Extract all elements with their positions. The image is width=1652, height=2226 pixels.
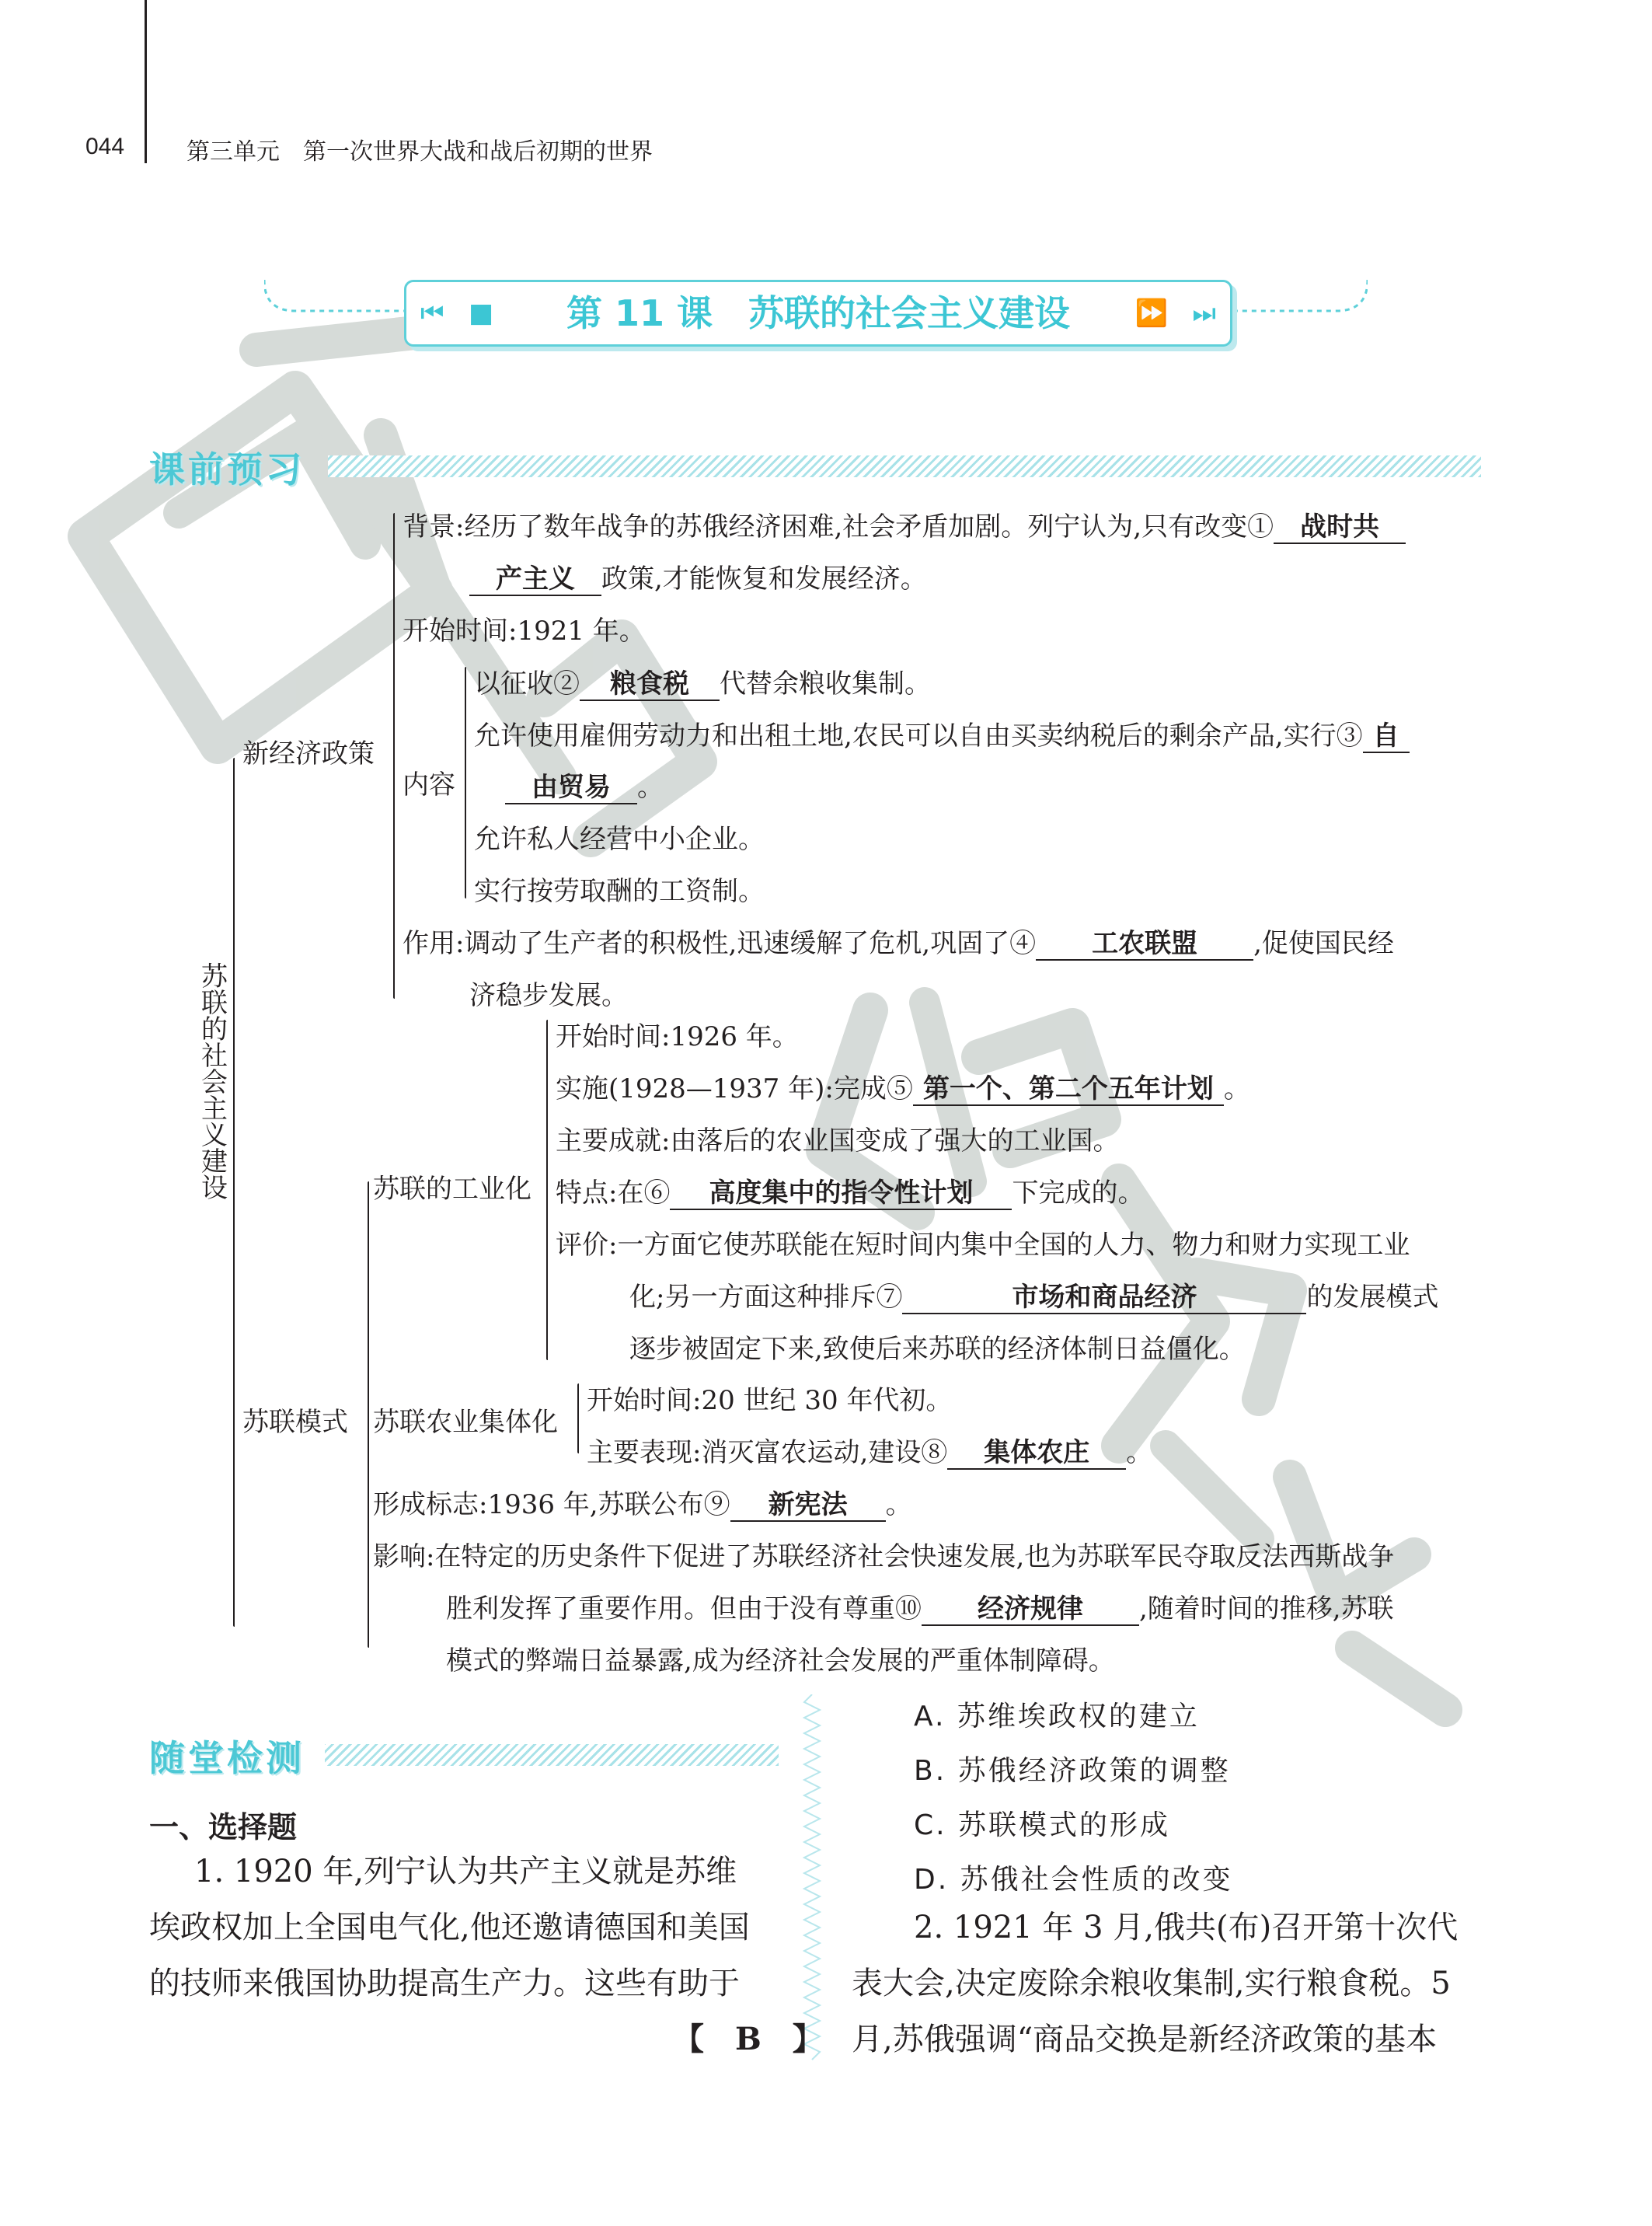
industry-label: 苏联的工业化 <box>373 1174 531 1205</box>
nep-effect-cont: 济稳步发展。 <box>469 980 628 1011</box>
industry-feature-text: 特点:在⑥ <box>556 1178 671 1209</box>
q1-option-a: A. 苏维埃政权的建立 <box>914 1701 1200 1732</box>
agri-main-text-2: 。 <box>1126 1437 1153 1468</box>
model-impact-text: 胜利发挥了重要作用。但由于没有尊重⑩ <box>446 1593 922 1624</box>
industry-implementation <box>556 1073 1250 1106</box>
header-divider <box>145 0 147 163</box>
q1-line-1: 1. 1920 年,列宁认为共产主义就是苏维 <box>194 1854 737 1889</box>
agri-start: 开始时间:20 世纪 30 年代初。 <box>587 1385 953 1416</box>
bracket-root <box>233 758 235 1627</box>
bracket-nep <box>393 513 395 999</box>
answer-1-part2: 产主义 <box>469 563 601 596</box>
q1-option-b: B. 苏俄经济政策的调整 <box>914 1755 1231 1787</box>
model-impact-end: 模式的弊端日益暴露,成为经济社会发展的严重体制障碍。 <box>446 1645 1115 1676</box>
page-number: 044 <box>85 134 125 159</box>
skip-back-icon: ⏮ <box>420 298 444 329</box>
industry-feature-text-2: 下完成的。 <box>1012 1178 1145 1209</box>
nep-content-1-text: 以征收② <box>474 668 580 700</box>
industry-implementation-text-2: 。 <box>1223 1073 1250 1104</box>
nep-content-1 <box>474 668 931 701</box>
nep-background-text: 背景:经历了数年战争的苏俄经济困难,社会矛盾加剧。列宁认为,只有改变① <box>403 511 1274 543</box>
nep-content-2-text-2: 。 <box>637 772 664 803</box>
industry-evaluation: 评价:一方面它使苏联能在短时间内集中全国的人力、物力和财力实现工业 <box>556 1230 1410 1261</box>
q2-line-1: 2. 1921 年 3 月,俄共(布)召开第十次代 <box>914 1910 1459 1945</box>
nep-content-2 <box>474 720 1410 753</box>
section-hatch-quiz <box>325 1744 779 1766</box>
industry-evaluation-text-2: 的发展模式 <box>1306 1282 1439 1313</box>
bracket-model <box>368 1181 369 1648</box>
lesson-banner <box>404 280 1232 347</box>
section-title-preview: 课前预习 <box>149 448 305 490</box>
unit-title: 第三单元 第一次世界大战和战后初期的世界 <box>186 138 653 166</box>
q1-answer: 【 B 】 <box>673 2021 824 2057</box>
nep-background-text-2: 政策,才能恢复和发展经济。 <box>601 563 927 595</box>
model-sign-text-2: 。 <box>885 1489 912 1520</box>
answer-6: 高度集中的指令性计划 <box>670 1178 1012 1210</box>
answer-3-part2: 由贸易 <box>505 772 637 804</box>
industry-feature <box>556 1178 1144 1210</box>
q1-line-2: 埃政权加上全国电气化,他还邀请德国和美国 <box>149 1910 750 1945</box>
nep-content-2-text: 允许使用雇佣劳动力和出租土地,农民可以自由买卖纳税后的剩余产品,实行③ <box>474 720 1363 752</box>
answer-1-part1: 战时共 <box>1274 511 1406 544</box>
model-impact-text-2: ,随着时间的推移,苏联 <box>1139 1593 1394 1624</box>
model-sign <box>373 1489 912 1522</box>
model-label: 苏联模式 <box>242 1407 348 1438</box>
q1-line-3: 的技师来俄国协助提高生产力。这些有助于 <box>149 1966 740 2001</box>
industry-implementation-text: 实施(1928—1937 年):完成⑤ <box>556 1073 913 1104</box>
agri-label: 苏联农业集体化 <box>373 1407 558 1438</box>
nep-content-label: 内容 <box>403 769 455 801</box>
industry-evaluation-text: 化;另一方面这种排斥⑦ <box>629 1282 903 1313</box>
nep-content-1-text-2: 代替余粮收集制。 <box>720 668 931 700</box>
q1-option-c: C. 苏联模式的形成 <box>914 1809 1171 1841</box>
industry-start: 开始时间:1926 年。 <box>556 1021 799 1052</box>
forward-icon: ⏩ <box>1134 298 1168 329</box>
answer-8: 集体农庄 <box>947 1437 1126 1470</box>
tree-root-label: 苏联的社会主义建设 <box>201 961 228 1204</box>
bracket-nep-content <box>465 667 466 898</box>
agri-main-text: 主要表现:消灭富农运动,建设⑧ <box>587 1437 948 1468</box>
section-hatch-preview <box>328 455 1481 477</box>
bracket-agri <box>577 1383 579 1453</box>
answer-3-part1: 自 <box>1363 720 1410 753</box>
answer-10: 经济规律 <box>922 1593 1139 1626</box>
industry-evaluation-end: 逐步被固定下来,致使后来苏联的经济体制日益僵化。 <box>629 1334 1246 1365</box>
nep-background-cont <box>469 563 927 596</box>
answer-4: 工农联盟 <box>1036 928 1253 961</box>
lesson-title: 第 11 课 苏联的社会主义建设 <box>566 292 1071 334</box>
answer-2: 粮食税 <box>580 668 720 701</box>
model-impact: 影响:在特定的历史条件下促进了苏联经济社会快速发展,也为苏联军民夺取反法西斯战争 <box>373 1541 1395 1572</box>
q2-line-2: 表大会,决定废除余粮收集制,实行粮食税。5 <box>852 1966 1451 2001</box>
nep-start: 开始时间:1921 年。 <box>403 616 646 647</box>
answer-5: 第一个、第二个五年计划 <box>913 1073 1224 1106</box>
skip-forward-icon: ⏭ <box>1192 298 1216 329</box>
agri-main <box>587 1437 1152 1470</box>
square-icon: ■ <box>469 298 494 329</box>
q2-line-3: 月,苏俄强调“商品交换是新经济政策的基本 <box>852 2022 1438 2057</box>
nep-effect-text: 作用:调动了生产者的积极性,迅速缓解了危机,巩固了④ <box>403 928 1037 959</box>
nep-content-2-cont <box>505 772 664 804</box>
nep-background <box>403 511 1406 544</box>
q1-option-d: D. 苏俄社会性质的改变 <box>914 1864 1233 1896</box>
section-title-quiz: 随堂检测 <box>149 1737 305 1779</box>
nep-effect-text-2: ,促使国民经 <box>1253 928 1394 959</box>
nep-content-3: 允许私人经营中小企业。 <box>474 824 765 855</box>
nep-content-4: 实行按劳取酬的工资制。 <box>474 876 765 907</box>
quiz-type-heading: 一、选择题 <box>149 1810 298 1844</box>
nep-label: 新经济政策 <box>242 738 375 769</box>
industry-achievement: 主要成就:由落后的农业国变成了强大的工业国。 <box>556 1125 1120 1157</box>
model-impact-cont <box>446 1593 1394 1626</box>
bracket-industry <box>546 1020 548 1360</box>
model-sign-text: 形成标志:1936 年,苏联公布⑨ <box>373 1489 730 1520</box>
nep-effect <box>403 928 1394 961</box>
industry-evaluation-cont <box>629 1282 1438 1314</box>
answer-7: 市场和商品经济 <box>902 1282 1306 1314</box>
answer-9: 新宪法 <box>730 1489 886 1522</box>
